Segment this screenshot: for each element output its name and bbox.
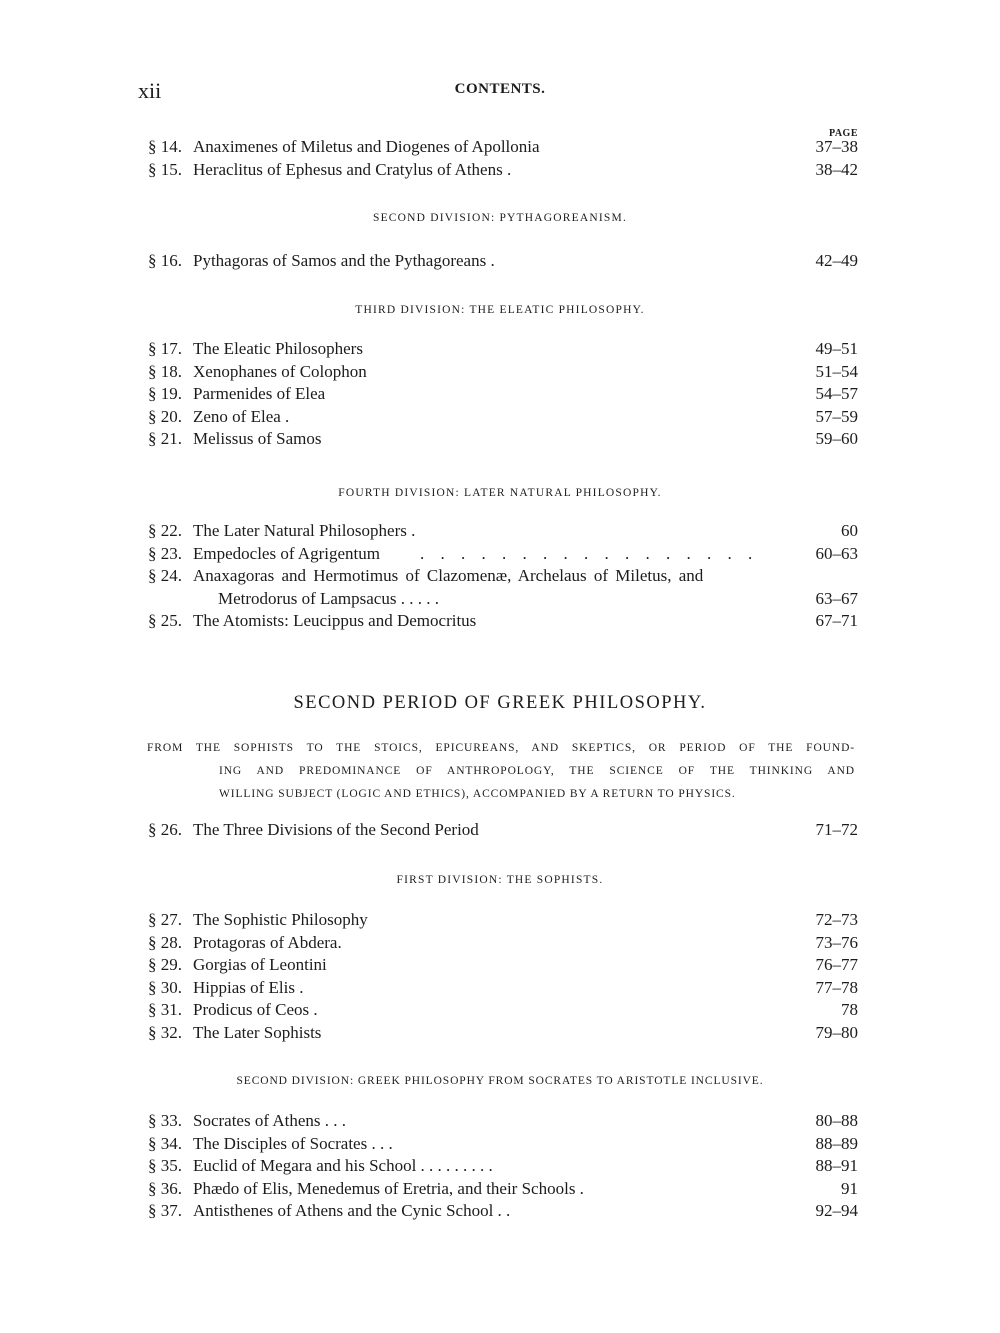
toc-entry: [0, 1178, 1000, 1201]
section-number: § 25.: [148, 611, 182, 630]
toc-entry: [0, 565, 1000, 588]
toc-entry: [0, 932, 1000, 955]
page-range: 76–77: [815, 955, 858, 974]
section-number: § 16.: [148, 251, 182, 270]
entry-title: Phædo of Elis, Menedemus of Eretria, and their Schools .: [193, 1178, 584, 1198]
page-range: 51–54: [815, 361, 858, 381]
page-column-label: PAGE: [828, 128, 858, 139]
section-number: § 28.: [148, 932, 182, 952]
toc-entry: [0, 520, 1000, 543]
toc-group-pythagoreanism: [0, 250, 1000, 273]
page-range: 60: [841, 521, 858, 540]
toc-entry: [0, 136, 1000, 159]
toc-group-socrates: [0, 1110, 1000, 1223]
entry-title: Socrates of Athens . . .: [193, 1111, 346, 1130]
page-number: xii: [138, 78, 162, 103]
toc-entry: [0, 383, 1000, 406]
entry-title: Anaxagoras and Hermotimus of Clazomenæ, Archelaus of Miletus, and: [193, 566, 704, 585]
toc-entry: [0, 1022, 1000, 1045]
division-heading-later-natural: FOURTH DIVISION: LATER NATURAL PHILOSOPHY.: [338, 487, 662, 499]
entry-title: Empedocles of Agrigentum: [193, 543, 380, 563]
entry-title: Melissus of Samos: [193, 429, 322, 448]
section-number: § 19.: [148, 384, 182, 403]
entry-title: The Sophistic Philosophy: [193, 910, 368, 929]
page-range: 73–76: [815, 932, 858, 952]
page-header: [0, 78, 1000, 102]
entry-title: Pythagoras of Samos and the Pythagoreans .: [193, 251, 495, 270]
toc-entry: [0, 1110, 1000, 1133]
section-number: § 17.: [148, 339, 182, 358]
entry-title: The Later Sophists: [193, 1022, 322, 1042]
entry-title: Prodicus of Ceos .: [193, 1000, 318, 1019]
entry-title: Euclid of Megara and his School . . . . . . . . .: [193, 1156, 493, 1175]
entry-title: Protagoras of Abdera.: [193, 932, 342, 952]
page-range: 88–89: [815, 1133, 858, 1153]
toc-group-sophists: [0, 909, 1000, 1044]
page-range: 49–51: [815, 339, 858, 358]
period-subtitle-line: ING AND PREDOMINANCE OF ANTHROPOLOGY, THE SCIENCE OF THE THINKING AND: [219, 765, 855, 777]
toc-entry-continuation: [0, 588, 1000, 611]
dot-leader: . . . . . . . . . . . . . . . . .: [420, 543, 759, 563]
section-number: § 22.: [148, 521, 182, 540]
section-number: § 14.: [148, 137, 182, 156]
section-number: § 34.: [148, 1133, 182, 1153]
entry-title: Hippias of Elis .: [193, 977, 304, 997]
toc-entry: [0, 1155, 1000, 1178]
toc-entry: [0, 428, 1000, 451]
period-subtitle: [147, 737, 855, 806]
page-range: 78: [841, 1000, 858, 1019]
section-number: § 23.: [148, 543, 182, 563]
page-range: 59–60: [815, 429, 858, 448]
toc-group-later-natural: [0, 520, 1000, 633]
section-number: § 20.: [148, 406, 182, 426]
page-range: 63–67: [815, 588, 858, 608]
page-range: 37–38: [815, 137, 858, 156]
section-number: § 37.: [148, 1201, 182, 1220]
page-range: 54–57: [815, 384, 858, 403]
toc-entry: [0, 819, 1000, 842]
page-range: 77–78: [815, 977, 858, 997]
entry-title: Anaximenes of Miletus and Diogenes of Apollonia: [193, 137, 540, 156]
division-heading-pythagoreanism: SECOND DIVISION: PYTHAGOREANISM.: [372, 212, 628, 224]
running-title: CONTENTS.: [454, 81, 546, 97]
toc-entry: [0, 610, 1000, 633]
entry-title: The Disciples of Socrates . . .: [193, 1133, 393, 1153]
page-range: 72–73: [815, 910, 858, 929]
section-number: § 27.: [148, 910, 182, 929]
section-number: § 36.: [148, 1178, 182, 1198]
toc-entry: [0, 999, 1000, 1022]
toc-entry: [0, 909, 1000, 932]
toc-group-second-period-intro: [0, 819, 1000, 842]
period-title: SECOND PERIOD OF GREEK PHILOSOPHY.: [293, 693, 707, 713]
page-range: 88–91: [815, 1156, 858, 1175]
page-range: 42–49: [815, 251, 858, 270]
entry-title: The Atomists: Leucippus and Democritus: [193, 611, 477, 630]
page-range: 38–42: [815, 159, 858, 179]
section-number: § 32.: [148, 1022, 182, 1042]
section-number: § 18.: [148, 361, 182, 381]
toc-entry: [0, 543, 1000, 566]
page-range: 80–88: [815, 1111, 858, 1130]
page-range: 91: [841, 1178, 858, 1198]
entry-title: Zeno of Elea .: [193, 406, 290, 426]
division-heading-eleatic: THIRD DIVISION: THE ELEATIC PHILOSOPHY.: [355, 304, 645, 316]
toc-entry: [0, 1133, 1000, 1156]
period-subtitle-line: WILLING SUBJECT (LOGIC AND ETHICS), ACCOMPANIED BY A RETURN TO PHYSICS.: [219, 788, 736, 800]
entry-title: Xenophanes of Colophon: [193, 361, 367, 381]
section-number: § 26.: [148, 820, 182, 839]
page-range: 67–71: [815, 611, 858, 630]
toc-entry: [0, 1200, 1000, 1223]
section-number: § 24.: [148, 566, 182, 585]
toc-entry: [0, 977, 1000, 1000]
entry-title: The Later Natural Philosophers .: [193, 521, 416, 540]
division-heading-socrates: SECOND DIVISION: GREEK PHILOSOPHY FROM SOCRATES TO ARISTOTLE INCLUSIVE.: [236, 1075, 764, 1087]
toc-entry: [0, 250, 1000, 273]
page-range: 60–63: [815, 543, 858, 563]
section-number: § 15.: [148, 159, 182, 179]
toc-group-ionic: [0, 136, 1000, 181]
division-heading-sophists: FIRST DIVISION: THE SOPHISTS.: [396, 874, 604, 886]
entry-title: The Eleatic Philosophers: [193, 339, 363, 358]
entry-title: Gorgias of Leontini: [193, 955, 327, 974]
toc-entry: [0, 159, 1000, 182]
page-range: 57–59: [815, 406, 858, 426]
page-range: 92–94: [815, 1201, 858, 1220]
page-range: 79–80: [815, 1022, 858, 1042]
period-subtitle-line: FROM THE SOPHISTS TO THE STOICS, EPICUREANS, AND SKEPTICS, OR PERIOD OF THE FOUND-: [147, 742, 855, 754]
entry-title: Parmenides of Elea: [193, 384, 326, 403]
entry-title: Heraclitus of Ephesus and Cratylus of Athens .: [193, 159, 512, 179]
entry-title: The Three Divisions of the Second Period: [193, 820, 479, 839]
entry-title-continuation: Metrodorus of Lampsacus . . . . .: [218, 588, 439, 608]
toc-entry: [0, 954, 1000, 977]
toc-entry: [0, 406, 1000, 429]
section-number: § 35.: [148, 1156, 182, 1175]
section-number: § 31.: [148, 1000, 182, 1019]
entry-title: Antisthenes of Athens and the Cynic School . .: [193, 1201, 511, 1220]
toc-entry: [0, 361, 1000, 384]
section-number: § 29.: [148, 955, 182, 974]
toc-entry: [0, 338, 1000, 361]
page-range: 71–72: [815, 820, 858, 839]
section-number: § 21.: [148, 429, 182, 448]
section-number: § 33.: [148, 1111, 182, 1130]
toc-group-eleatic: [0, 338, 1000, 451]
section-number: § 30.: [148, 977, 182, 997]
